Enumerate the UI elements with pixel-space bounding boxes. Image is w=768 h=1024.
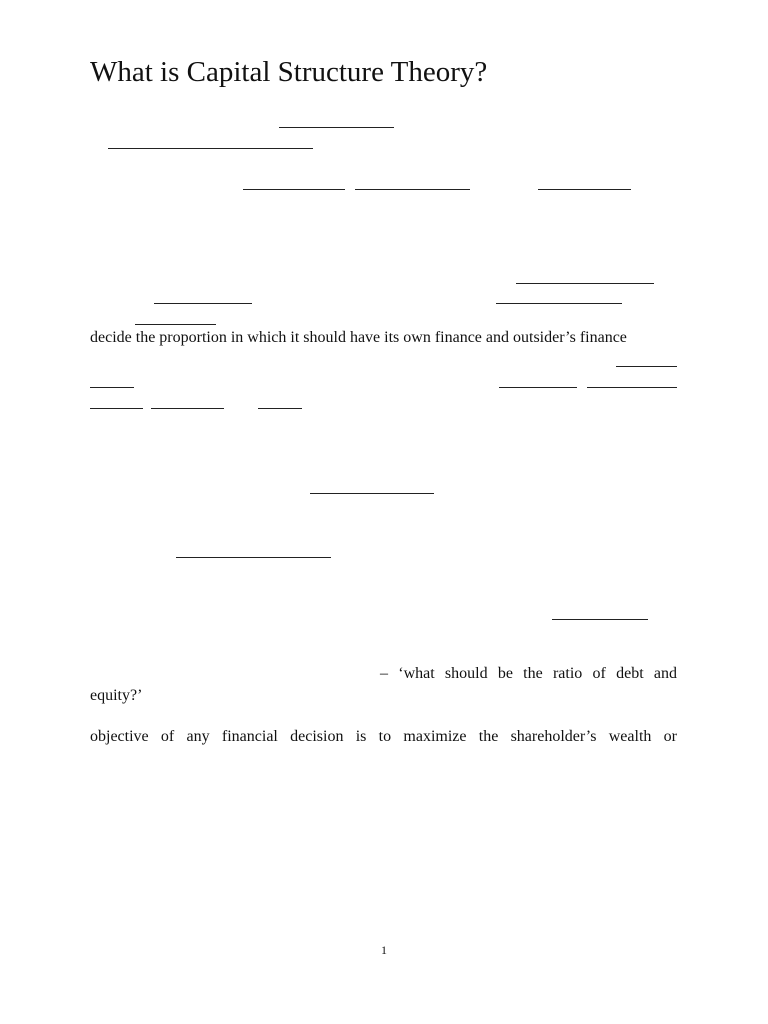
page-number: 1: [381, 943, 387, 957]
blank-underline: [587, 387, 677, 388]
body-text-line: objective of any financial decision is to maximize the shareholder’s wealth or: [90, 728, 677, 745]
blank-underline: [90, 408, 143, 409]
blank-underline: [258, 408, 302, 409]
blank-underline: [90, 387, 134, 388]
blank-underline: [243, 189, 345, 190]
blank-underline: [151, 408, 224, 409]
blank-underline: [516, 283, 654, 284]
page-title: What is Capital Structure Theory?: [90, 56, 488, 88]
blank-underline: [176, 557, 331, 558]
blank-underline: [279, 127, 394, 128]
blank-underline: [616, 366, 677, 367]
blank-underline: [310, 493, 434, 494]
blank-underline: [499, 387, 577, 388]
blank-underline: [355, 189, 470, 190]
body-text-line: decide the proportion in which it should have its own finance and outsider’s finance: [90, 329, 627, 346]
blank-underline: [496, 303, 622, 304]
body-text-line: equity?’: [90, 687, 143, 704]
blank-underline: [154, 303, 252, 304]
blank-underline: [552, 619, 648, 620]
blank-underline: [538, 189, 631, 190]
blank-underline: [135, 324, 216, 325]
body-text-line: – ‘what should be the ratio of debt and: [380, 665, 677, 682]
blank-underline: [108, 148, 313, 149]
